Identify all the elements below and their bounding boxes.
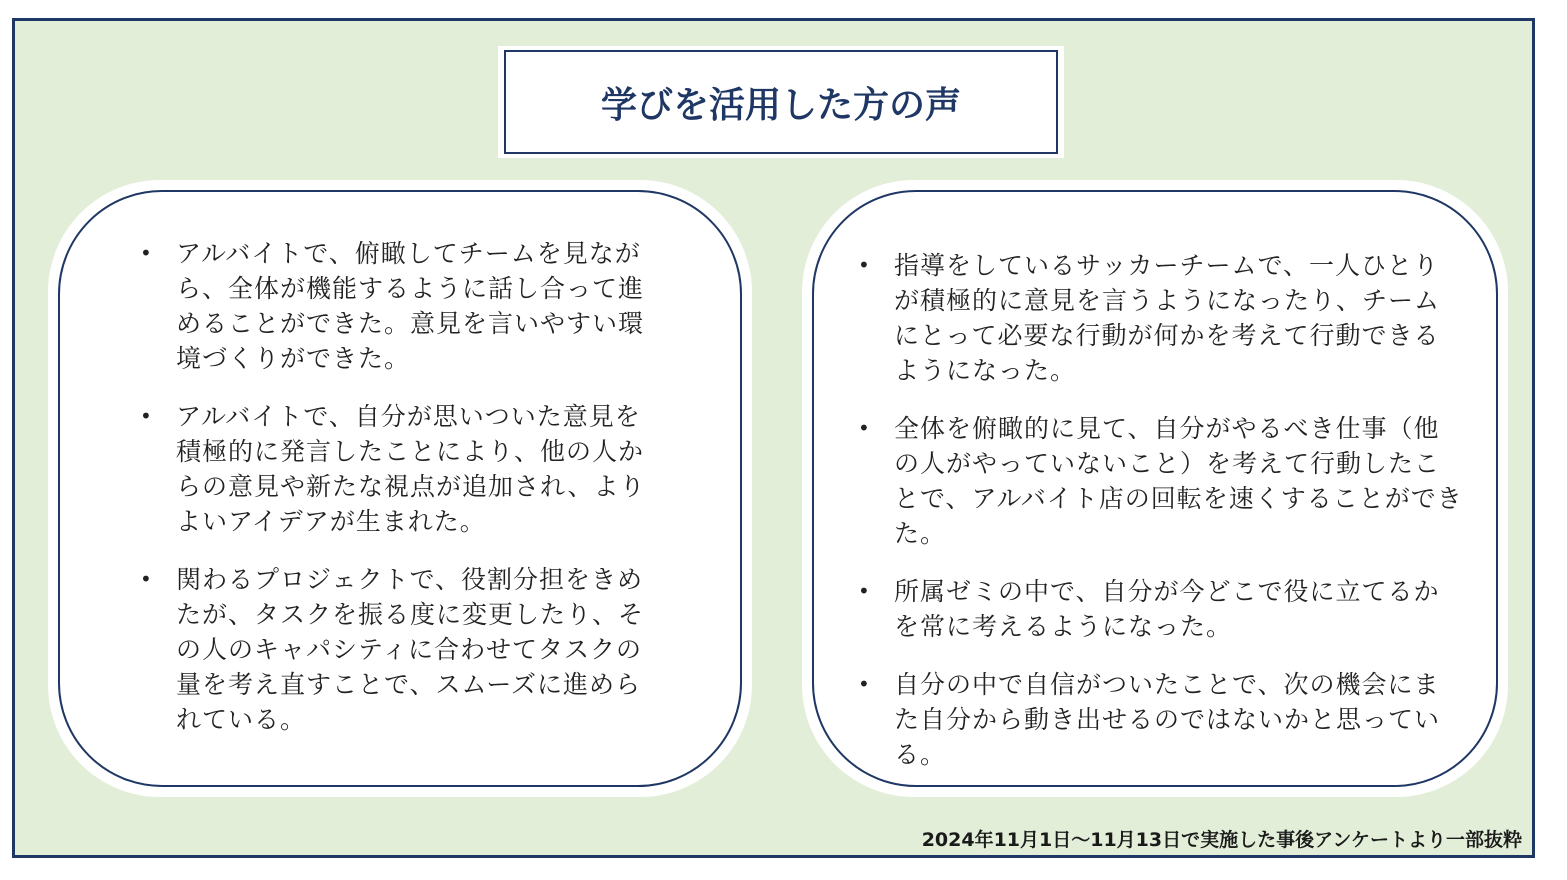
- bullet-icon: •: [858, 416, 871, 440]
- voice-text: 関わるプロジェクトで、役割分担をきめたが、タスクを振る度に変更したり、その人のキャパシティに合わせてタスクの量を考え直すことで、スムーズに進められている。: [176, 565, 645, 734]
- bullet-icon: •: [858, 672, 871, 696]
- voice-text: アルバイトで、自分が思いついた意見を積極的に発言したことにより、他の人からの意見や新たな視点が追加され、よりよいアイデアが生まれた。: [176, 402, 646, 536]
- list-item: [848, 667, 1463, 772]
- bullet-icon: •: [140, 404, 153, 428]
- voice-text: 全体を俯瞰的に見て、自分がやるべき仕事（他の人がやっていないこと）を考えて行動したことで、アルバイト店の回転を速くすることができた。: [894, 414, 1463, 548]
- voice-text: 指導をしているサッカーチームで、一人ひとりが積極的に意見を言うようになったり、チームにとって必要な行動が何かを考えて行動できるようになった。: [894, 251, 1441, 385]
- list-item: [130, 236, 650, 376]
- page-title: 学びを活用した方の声: [600, 84, 961, 126]
- list-item: [130, 399, 650, 539]
- bullet-icon: •: [858, 579, 871, 603]
- bullet-icon: •: [140, 567, 153, 591]
- list-item: [848, 574, 1463, 644]
- voice-text: 所属ゼミの中で、自分が今どこで役に立てるかを常に考えるようになった。: [894, 577, 1440, 641]
- title-box: [504, 50, 1058, 154]
- source-footnote: 2024年11月1日～11月13日で実施した事後アンケートより一部抜粋: [921, 829, 1522, 851]
- right-voice-list: [848, 248, 1463, 795]
- bullet-icon: •: [140, 241, 153, 265]
- voice-text: 自分の中で自信がついたことで、次の機会にまた自分から動き出せるのではないかと思っている。: [894, 670, 1441, 769]
- list-item: [848, 411, 1463, 551]
- list-item: [130, 562, 650, 737]
- left-voice-list: [130, 236, 650, 760]
- bullet-icon: •: [858, 253, 871, 277]
- voice-text: アルバイトで、俯瞰してチームを見ながら、全体が機能するように話し合って進めることができた。意見を言いやすい環境づくりができた。: [176, 239, 645, 373]
- title-panel: [498, 46, 1064, 158]
- list-item: [848, 248, 1463, 388]
